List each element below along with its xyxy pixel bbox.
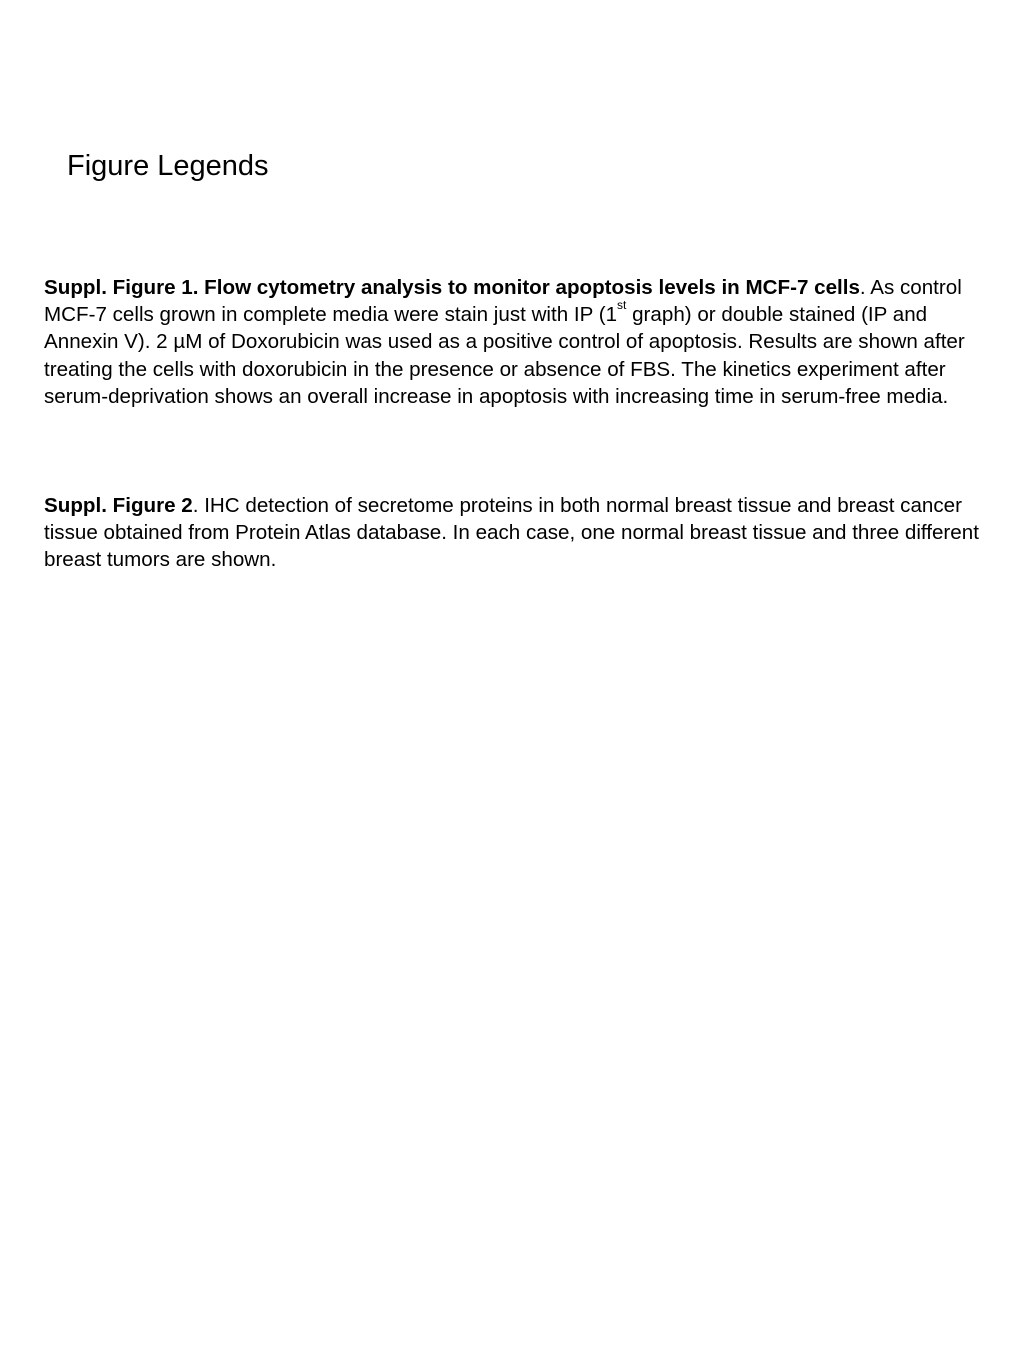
figure-legend-2-text: . IHC detection of secretome proteins in both normal breast tissue and breast cancer tissue obtained from Protein Atlas database. In each case, one normal breast tissue and three different breast tumors are shown. — [44, 494, 979, 572]
figure-legend-2 — [44, 492, 994, 574]
figure-legend-1-text-b: graph) or double stained (IP and Annexin V). 2 µM of Doxorubicin was used as a positive control of apoptosis. Results are shown after treating the cells with doxorubicin in the presence or absence of FBS. The kinetics experiment after serum-deprivation shows an overall increase in apoptosis with increasing time in serum-free media. — [44, 303, 965, 408]
figure-legend-1-title: Suppl. Figure 1. Flow cytometry analysis to monitor apoptosis levels in MCF-7 cells — [44, 276, 860, 299]
figure-legend-1 — [44, 274, 994, 410]
figure-legend-1-text-a: . As control MCF-7 cells grown in complete media were stain just with IP (1 — [44, 276, 962, 327]
page-title: Figure Legends — [67, 150, 269, 182]
figure-legend-2-title: Suppl. Figure 2 — [44, 494, 193, 517]
figure-legend-1-superscript: st — [617, 298, 627, 313]
